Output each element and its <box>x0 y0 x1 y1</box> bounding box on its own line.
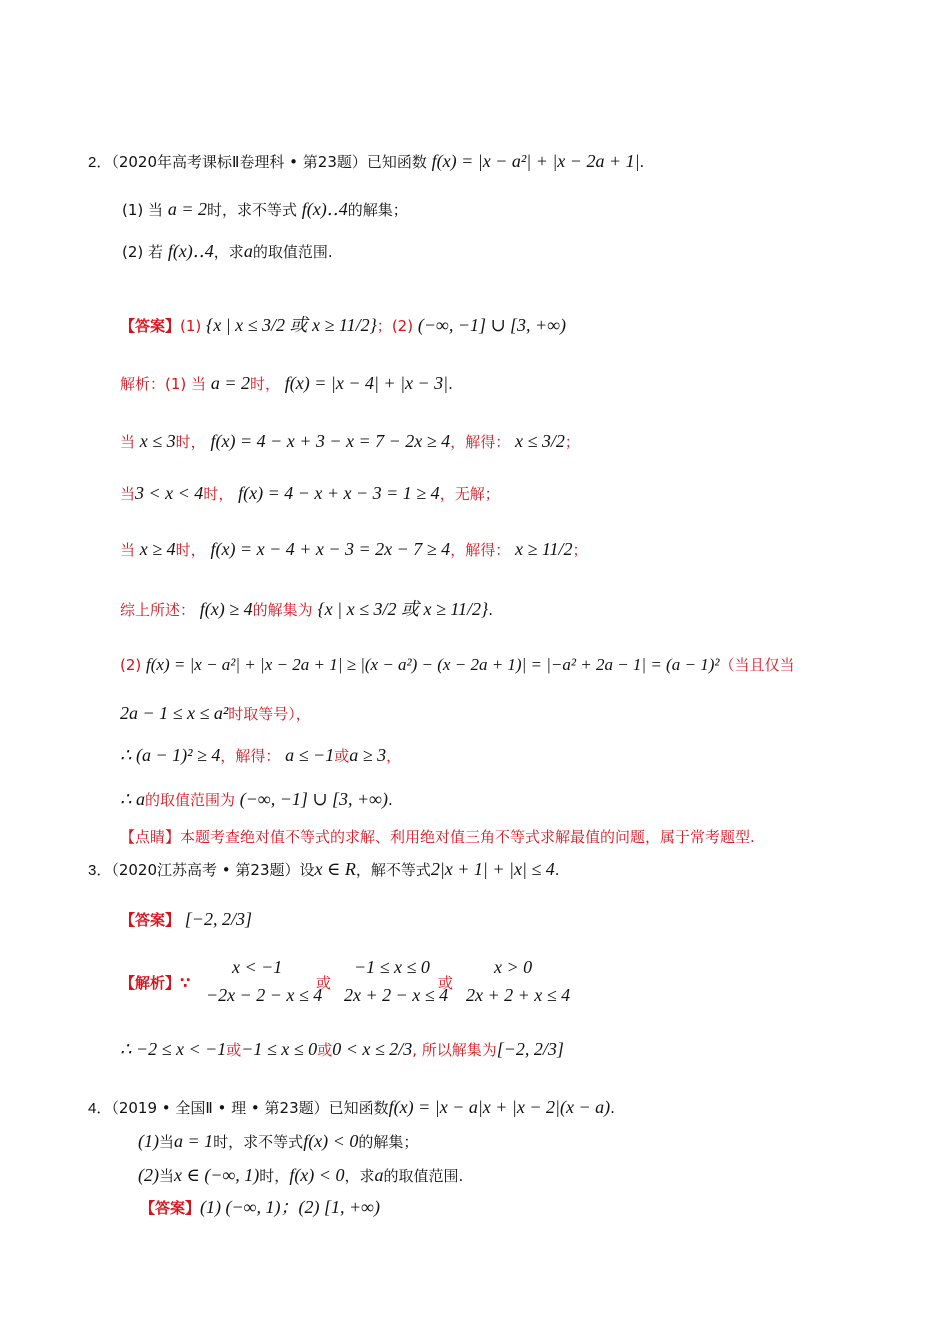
q2-fin-end: . <box>387 791 393 809</box>
q4-p2-end: 的取值范围. <box>383 1167 464 1185</box>
q2-p2-var: a <box>243 241 253 261</box>
q3-or2: 或 <box>438 974 454 992</box>
q4-p2-label: (2) <box>138 1165 159 1185</box>
q4-part1 <box>138 1130 418 1153</box>
q2-sol-f: f(x) = |x − 4| + |x − 3| <box>284 373 449 393</box>
q4-source: （2019 • 全国Ⅱ • 理 • 第23题）已知函数 <box>111 1099 389 1117</box>
q2-end: . <box>639 153 645 171</box>
q2-p2sol-note2: 时取等号）， <box>228 705 311 723</box>
q2-sum-mid: 的解集为 <box>252 601 313 619</box>
q2-part2-condition <box>120 702 311 725</box>
q4-function: f(x) = |x − a|x + |x − 2|(x − a) <box>388 1097 611 1117</box>
q3-sys1-b: −2x − 2 − x ≤ 4 <box>206 985 323 1005</box>
q2-answer-tag: 【答案】 <box>120 317 181 335</box>
q2-part1 <box>122 198 408 221</box>
q3-or4: 或 <box>317 1041 333 1059</box>
q2-c1-f: f(x) = 4 − x + 3 − x = 7 − 2x ≥ 4 <box>210 431 451 451</box>
q3-sys2-a: −1 ≤ x ≤ 0 <box>354 957 430 977</box>
q2-part2-therefore <box>120 744 401 767</box>
q2-c1-shi: 时， <box>175 433 206 451</box>
q2-part2-solution <box>120 654 794 676</box>
q2-fin-mid: 的取值范围为 <box>144 791 235 809</box>
q4-p1-ineq: f(x) < 0 <box>303 1131 359 1151</box>
q2-c3-jie: ，解得： <box>450 541 511 559</box>
q2-source: （2020年高考课标Ⅱ卷理科 • 第23题）已知函数 <box>111 153 427 171</box>
q2-p2-pre: (2) 若 <box>122 243 164 261</box>
q2-sol-dot: . <box>448 375 453 393</box>
q2-p1-pre: (1) 当 <box>122 201 164 219</box>
q4-p2-pre: 当 <box>159 1167 175 1185</box>
q3-ther3: 0 < x ≤ 2/3 <box>332 1039 413 1059</box>
q3-sys3-b: 2x + 2 + x ≤ 4 <box>466 985 571 1005</box>
q2-sum-end: . <box>488 601 493 619</box>
q3-sol-tag: 【解析】∵ <box>120 974 191 992</box>
q2-p1-end: 的解集； <box>347 201 408 219</box>
q2-c2-dang: 当 <box>120 485 136 503</box>
q2-c2-f: f(x) = 4 − x + x − 3 = 1 ≥ 4 <box>238 483 440 503</box>
q4-p2-cond: x ∈ (−∞, 1) <box>174 1165 260 1185</box>
q2-p2sol-r1: a ≤ −1 <box>285 745 335 765</box>
q3-conc-set: [−2, 2/3] <box>496 1039 564 1059</box>
q2-c2-res: ，无解； <box>439 485 500 503</box>
q2-answer-1: {x | x ≤ 3/2 或 x ≥ 11/2} <box>206 315 377 335</box>
q3-answer <box>120 908 252 931</box>
q2-case3 <box>120 538 588 561</box>
q2-c3-end: ； <box>572 541 588 559</box>
q2-p1-ineq: f(x)‥4 <box>301 199 348 219</box>
q2-p2sol-r2: a ≥ 3 <box>349 745 387 765</box>
q2-sol-label: 解析：(1) 当 <box>120 375 207 393</box>
q2-p2sol-jie: ，解得： <box>220 747 281 765</box>
q2-p2-end: 的取值范围. <box>252 243 333 261</box>
q4-p2-mid: 时， <box>259 1167 290 1185</box>
q2-sol-shi: 时， <box>249 375 280 393</box>
q4-number: 4． <box>88 1100 112 1117</box>
q2-case2 <box>120 482 500 505</box>
q3-sys1-a: x < −1 <box>232 957 283 977</box>
q2-p2sol-note1: （当且仅当 <box>719 656 795 674</box>
q4-part2 <box>138 1164 463 1187</box>
q4-end: . <box>610 1099 615 1117</box>
q2-c1-cond: x ≤ 3 <box>139 431 176 451</box>
q2-fin-ther: ∴ a <box>120 789 145 809</box>
q3-end: . <box>554 861 560 879</box>
q3-ther2: −1 ≤ x ≤ 0 <box>241 1039 318 1059</box>
q3-solution <box>120 972 190 994</box>
q2-answer <box>120 314 566 337</box>
q3-ther1: ∴ −2 ≤ x < −1 <box>120 1039 227 1059</box>
q2-c3-shi: 时， <box>175 541 206 559</box>
q3-or3: 或 <box>226 1041 242 1059</box>
q2-c1-end: ； <box>564 433 580 451</box>
q2-p1-cond: a = 2 <box>167 199 207 219</box>
q3-number: 3． <box>88 862 112 879</box>
q3-sys2-b: 2x + 2 − x ≤ 4 <box>344 985 449 1005</box>
q2-part2 <box>122 240 333 263</box>
q4-p2-var: a <box>374 1165 384 1185</box>
q2-answer-1-label: (1) <box>180 317 202 335</box>
q4-header <box>88 1096 615 1120</box>
q4-answer: (1) (−∞, 1)；(2) [1, +∞) <box>200 1197 380 1217</box>
q4-p1-end: 的解集； <box>358 1133 419 1151</box>
q2-sum-set: {x | x ≤ 3/2 或 x ≥ 11/2} <box>317 599 489 619</box>
q2-answer-2: (−∞, −1] ∪ [3, +∞) <box>417 315 567 335</box>
q2-c2-shi: 时， <box>203 485 234 503</box>
q4-answer <box>140 1196 380 1219</box>
q2-p2sol-cond: 2a − 1 ≤ x ≤ a² <box>120 703 229 723</box>
q2-function: f(x) = |x − a²| + |x − 2a + 1| <box>431 151 640 171</box>
q3-sys3-a: x > 0 <box>494 957 533 977</box>
q2-c2-cond: 3 < x < 4 <box>135 483 204 503</box>
q2-comment: 【点睛】本题考查绝对值不等式的求解、利用绝对值三角不等式求解最值的问题，属于常考题型. <box>120 828 755 846</box>
q2-c3-res: x ≥ 11/2 <box>514 539 573 559</box>
q4-p1-cond: a = 1 <box>174 1131 214 1151</box>
q2-c3-cond: x ≥ 4 <box>139 539 176 559</box>
q2-c1-res: x ≤ 3/2 <box>514 431 565 451</box>
q2-fin-set: (−∞, −1] ∪ [3, +∞) <box>239 789 388 809</box>
q4-p2-mid2: ，求 <box>344 1167 375 1185</box>
q2-p2sol-comma: ， <box>386 747 402 765</box>
q3-or1: 或 <box>316 974 332 992</box>
q2-c3-f: f(x) = x − 4 + x − 3 = 2x − 7 ≥ 4 <box>210 539 451 559</box>
q2-summary <box>120 598 493 621</box>
q2-p2sol-label: (2) <box>120 656 142 674</box>
q3-answer-tag: 【答案】 <box>120 911 181 929</box>
q2-p2-ineq: f(x)‥4 <box>167 241 214 261</box>
q2-final <box>120 788 393 811</box>
q2-solution-line1 <box>120 372 453 395</box>
q2-c1-jie: ，解得： <box>450 433 511 451</box>
q2-p2sol-ther: ∴ (a − 1)² ≥ 4 <box>120 745 221 765</box>
q3-source: （2020江苏高考 • 第23题）设 <box>111 861 315 879</box>
q2-answer-2-label: (2) <box>391 317 414 335</box>
q2-header <box>88 150 644 174</box>
q4-p2-ineq: f(x) < 0 <box>289 1165 345 1185</box>
q2-answer-sep: ； <box>376 317 392 335</box>
q3-mid: ，解不等式 <box>355 861 431 879</box>
q2-c1-dang: 当 <box>120 433 136 451</box>
q4-p1-label: (1) <box>138 1131 159 1151</box>
q2-p2sol-or: 或 <box>334 747 350 765</box>
q3-ineq: 2|x + 1| + |x| ≤ 4 <box>430 859 555 879</box>
q3-conclusion <box>120 1038 564 1061</box>
q4-p1-mid: 时，求不等式 <box>213 1133 304 1151</box>
q3-cond: x ∈ R <box>314 859 356 879</box>
q4-answer-tag: 【答案】 <box>140 1199 201 1217</box>
q2-sum-pre: 综上所述： <box>120 601 196 619</box>
q2-number: 2． <box>88 154 112 171</box>
q4-p1-pre: 当 <box>159 1133 175 1151</box>
q2-sol-a: a = 2 <box>210 373 250 393</box>
q3-answer: [−2, 2/3] <box>184 909 252 929</box>
q2-case1 <box>120 430 580 453</box>
q2-c3-dang: 当 <box>120 541 136 559</box>
q2-sum-f: f(x) ≥ 4 <box>199 599 253 619</box>
q2-p2sol-f: f(x) = |x − a²| + |x − 2a + 1| ≥ |(x − a²) − (x − 2a + 1)| = |−a² + 2a − 1| = (a − 1)² <box>146 655 720 674</box>
q2-p1-mid: 时，求不等式 <box>206 201 297 219</box>
q3-conc: , 所以解集为 <box>412 1041 497 1059</box>
q2-p2-mid: ，求 <box>213 243 244 261</box>
q3-header <box>88 858 560 882</box>
